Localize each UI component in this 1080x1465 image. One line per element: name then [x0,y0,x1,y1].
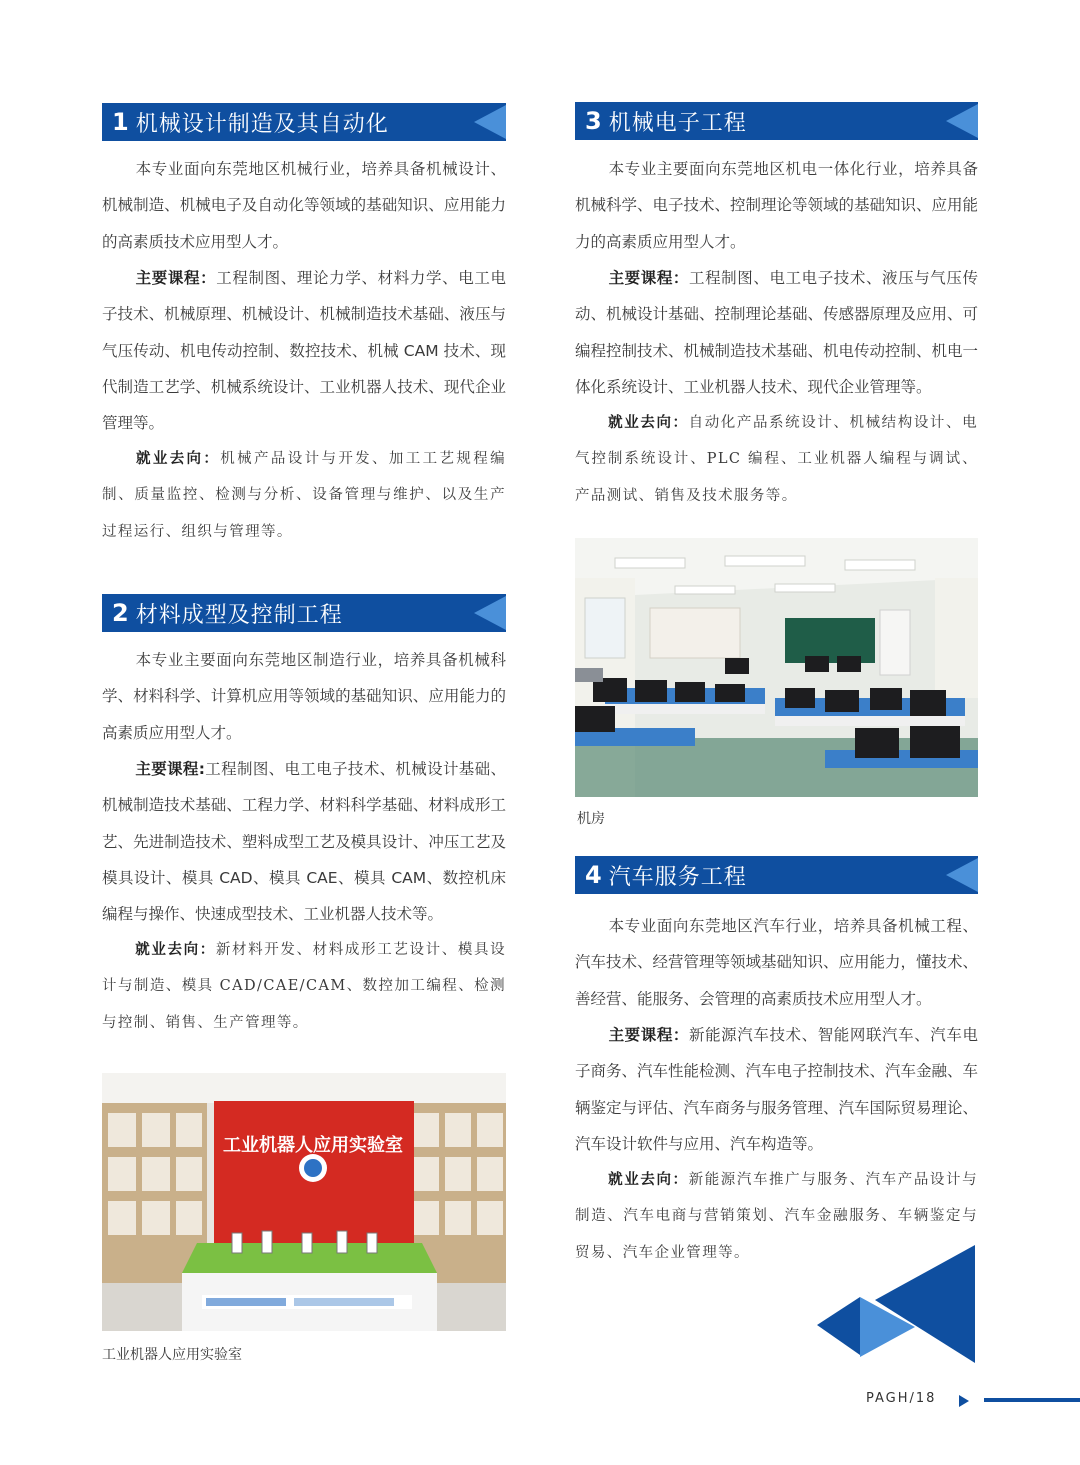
robot-lab-photo [102,1073,506,1331]
header-triangle-icon [472,103,506,141]
section-number: 4 [585,861,601,889]
robot-lab-caption: 工业机器人应用实验室 [102,1347,242,1363]
section-title: 材料成型及控制工程 [135,602,343,628]
header-triangle-icon [472,594,506,632]
header-triangle-icon [944,856,978,894]
robot-lab-sign: 工业机器人应用实验室 [223,1135,403,1156]
section-number: 1 [112,108,128,136]
section-title: 机械设计制造及其自动化 [135,111,389,137]
section-title: 汽车服务工程 [608,864,747,890]
page-number-label: PAGH/18 [866,1391,937,1406]
section-2-intro: 本专业主要面向东莞地区制造行业，培养具备机械科学、材料科学、计算机应用等领域的基础知识、应用能力的高素质应用型人才。 [102,651,506,742]
section-1-intro: 本专业面向东莞地区机械行业，培养具备机械设计、机械制造、机械电子及自动化等领域的基础知识、应用能力的高素质技术应用型人才。 [102,160,506,251]
section-4-courses: 主要课程：新能源汽车技术、智能网联汽车、汽车电子商务、汽车性能检测、汽车电子控制技术、汽车金融、车辆鉴定与评估、汽车商务与服务管理、汽车国际贸易理论、汽车设计软件与应用、汽车构造等。 [575,1026,979,1153]
section-3-courses: 主要课程：工程制图、电工电子技术、液压与气压传动、机械设计基础、控制理论基础、传感器原理及应用、可编程控制技术、机械制造技术基础、机电传动控制、机电一体化系统设计、工业机器人技术、现代企业管理等。 [575,269,979,396]
section-3-intro: 本专业主要面向东莞地区机电一体化行业，培养具备机械科学、电子技术、控制理论等领域的基础知识、应用能力的高素质应用型人才。 [575,160,979,251]
section-4-jobs: 就业去向：新能源汽车推广与服务、汽车产品设计与制造、汽车电商与营销策划、汽车金融服务、车辆鉴定与贸易、汽车企业管理等。 [575,1171,978,1261]
section-3-header [575,102,978,140]
play-arrow-icon [958,1394,970,1408]
section-2-courses: 主要课程:工程制图、电工电子技术、机械设计基础、机械制造技术基础、工程力学、材料科学基础、材料成形工艺、先进制造技术、塑料成型工艺及模具设计、冲压工艺及模具设计、模具 CAD、模具 CAE、模具 CAM、数控机床编程与操作、快速成型技术、工业机器人技术等。 [102,760,506,924]
header-triangle-icon [944,102,978,140]
section-number: 2 [112,599,128,627]
footer-rule [984,1398,1080,1402]
section-1-courses: 主要课程：工程制图、理论力学、材料力学、电工电子技术、机械原理、机械设计、机械制造技术基础、液压与气压传动、机电传动控制、数控技术、机械 CAM 技术、现代制造工艺学、机械系统设计、工业机器人技术、现代企业管理等。 [102,269,506,433]
section-4-intro: 本专业面向东莞地区汽车行业，培养具备机械工程、汽车技术、经营管理等领域基础知识、应用能力，懂技术、善经营、能服务、会管理的高素质技术应用型人才。 [575,917,979,1008]
section-number: 3 [585,107,601,135]
decorative-triangles-icon [815,1245,980,1365]
section-1-jobs: 就业去向：机械产品设计与开发、加工工艺规程编制、质量监控、检测与分析、设备管理与维护、以及生产过程运行、组织与管理等。 [102,450,506,540]
section-2-jobs: 就业去向：新材料开发、材料成形工艺设计、模具设计与制造、模具 CAD/CAE/CAM、数控加工编程、检测与控制、销售、生产管理等。 [102,941,507,1031]
computer-room-photo [575,538,978,797]
section-1-header [102,103,506,141]
section-4-header [575,856,978,894]
section-title: 机械电子工程 [608,110,747,136]
section-2-header [102,594,506,632]
section-3-jobs: 就业去向：自动化产品系统设计、机械结构设计、电气控制系统设计、PLC 编程、工业机器人编程与调试、产品测试、销售及技术服务等。 [575,414,978,504]
computer-room-caption: 机房 [577,811,605,827]
